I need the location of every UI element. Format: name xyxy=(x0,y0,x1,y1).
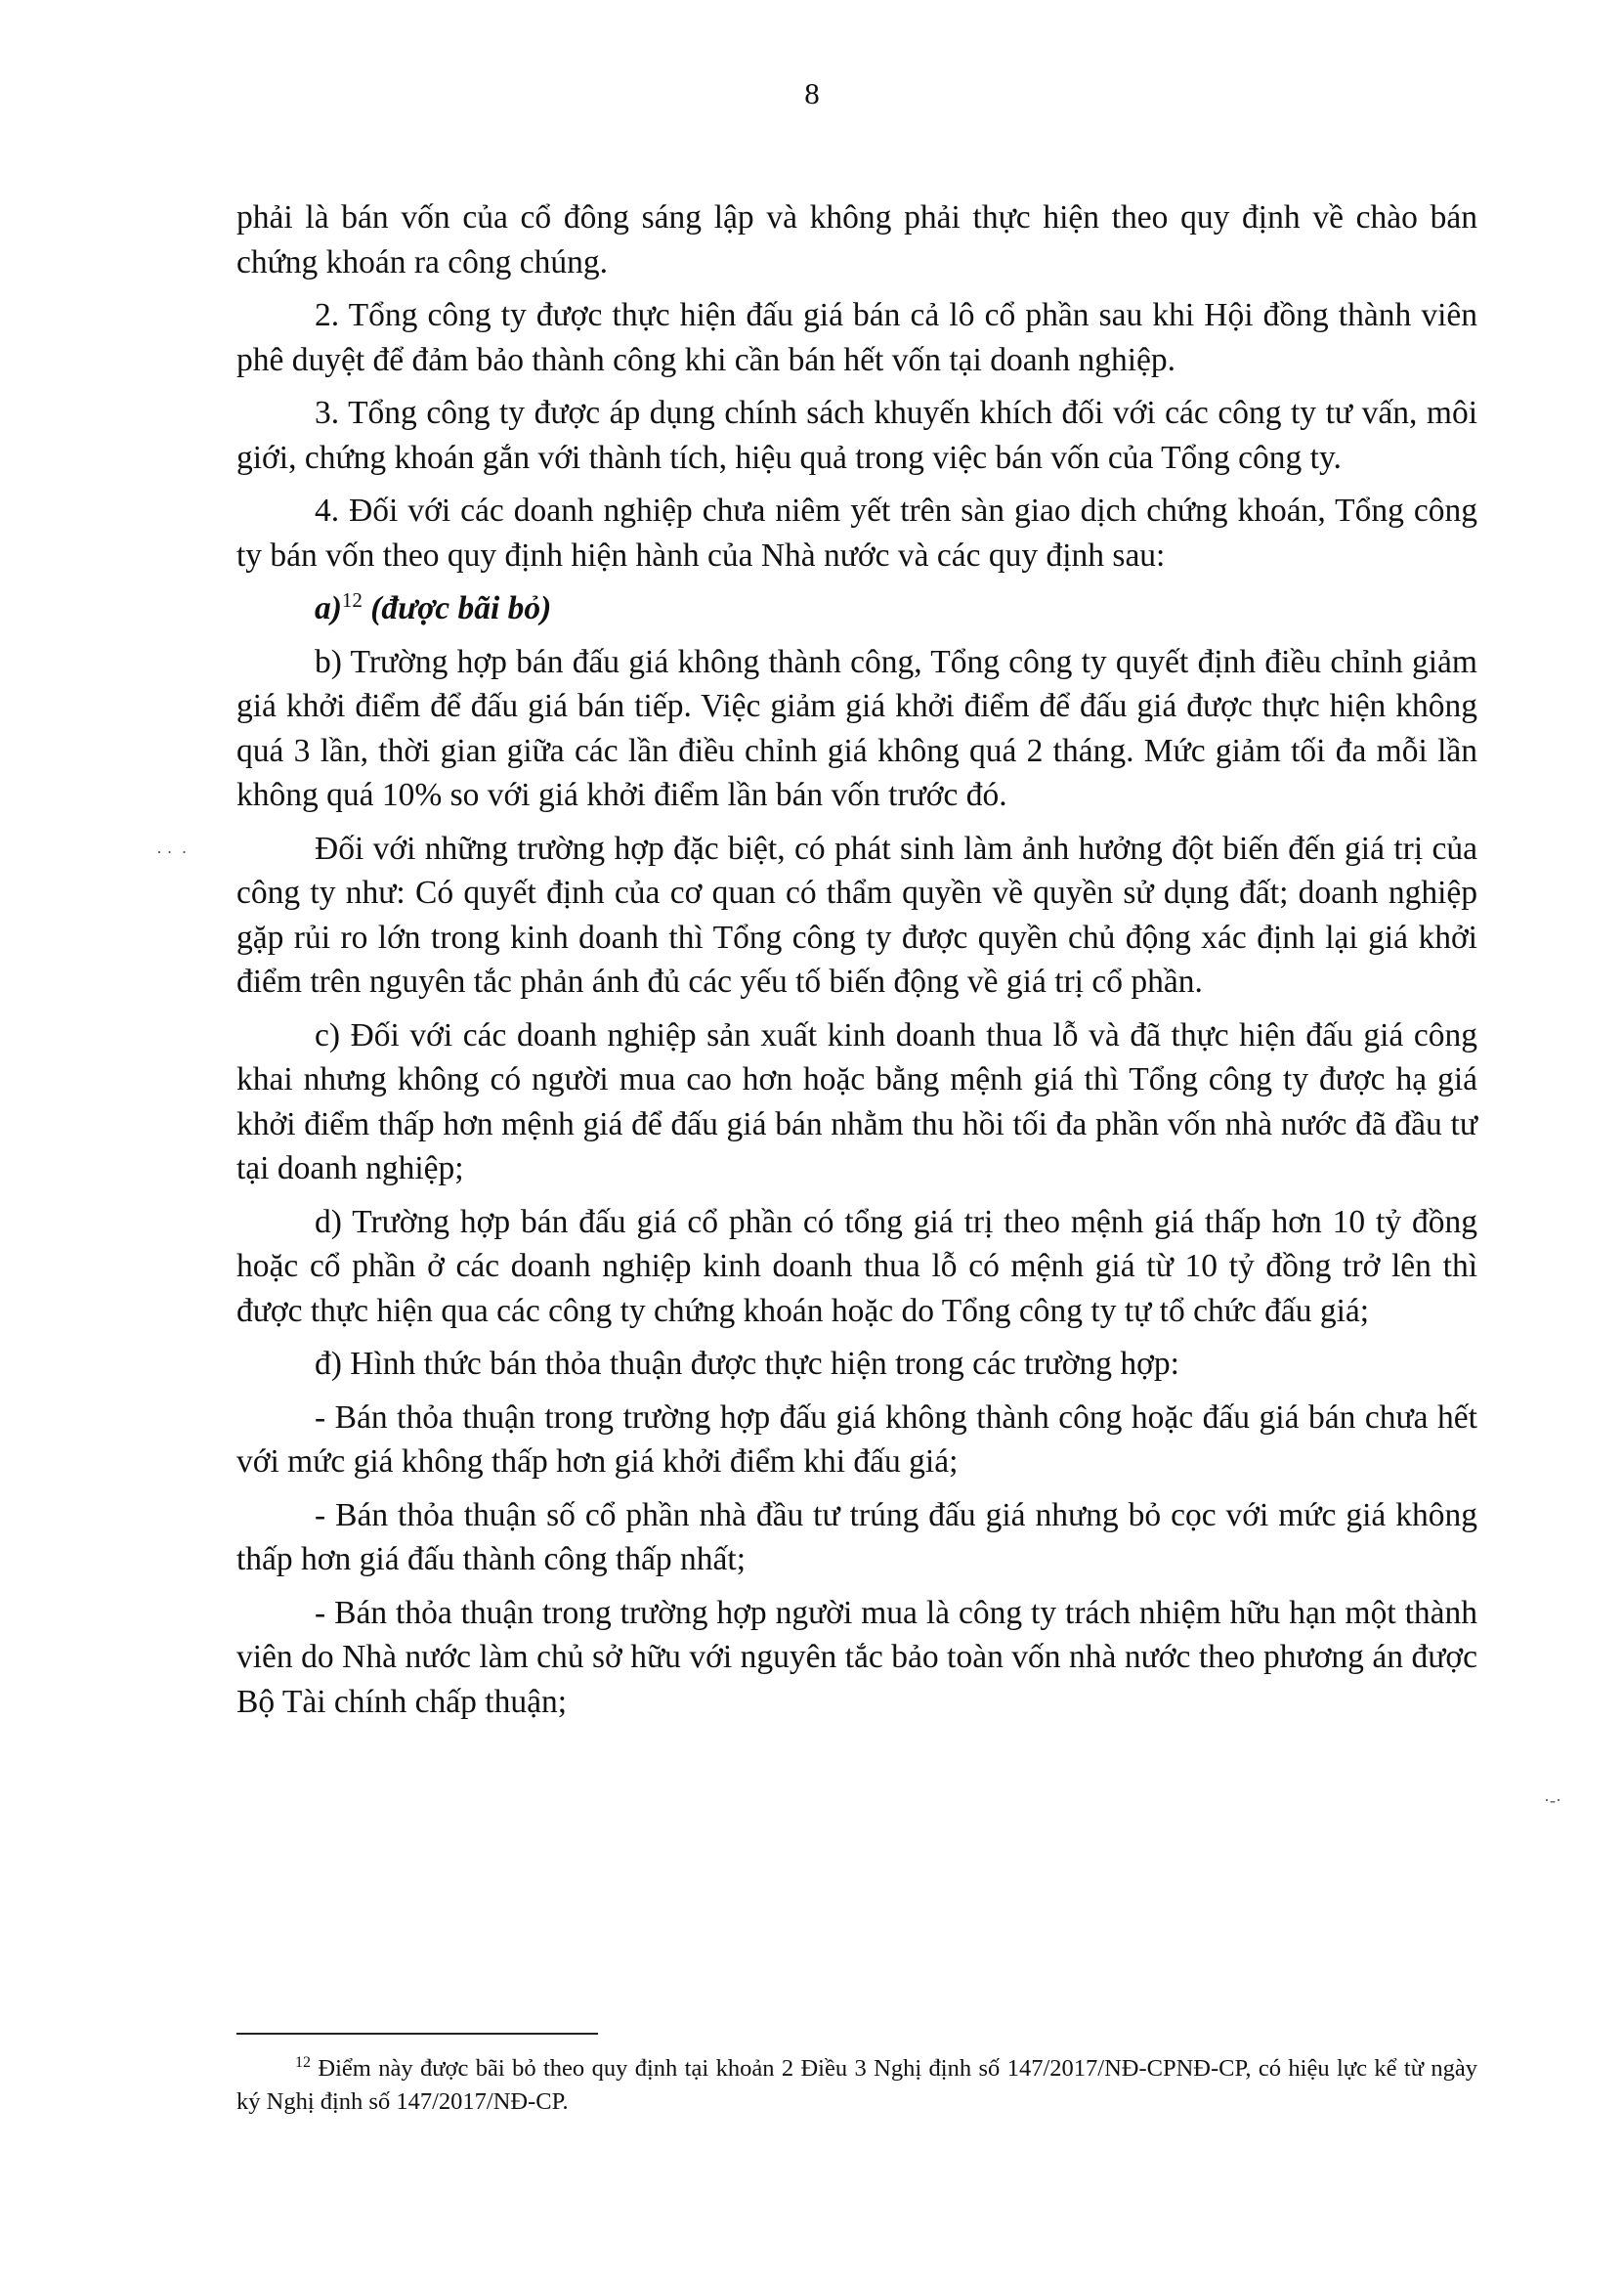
document-body xyxy=(236,195,1477,1733)
bullet-item-1: - Bán thỏa thuận trong trường hợp đấu giá không thành công hoặc đấu giá bán chưa hết với mức giá không thấp hơn giá khởi điểm khi đấu giá; xyxy=(236,1398,1477,1480)
footnote-text: Điểm này được bãi bỏ theo quy định tại khoản 2 Điều 3 Nghị định số 147/2017/NĐ-CPNĐ-CP, có hiệu lực kể từ ngày ký Nghị định số 147/2017/NĐ-CP. xyxy=(236,2055,1477,2115)
paragraph-item-2: 2. Tổng công ty được thực hiện đấu giá bán cả lô cổ phần sau khi Hội đồng thành viên phê duyệt để đảm bảo thành công khi cần bán hết vốn tại doanh nghiệp. xyxy=(236,297,1477,378)
paragraph-item-b: b) Trường hợp bán đấu giá không thành công, Tổng công ty quyết định điều chỉnh giảm giá khởi điểm để đấu giá bán tiếp. Việc giảm giá khởi điểm để đấu giá được thực hiện không quá 3 lần, thời gian giữa các lần điều chỉnh giá không quá 2 tháng. Mức giảm tối đa mỗi lần không quá 10% so với giá khởi điểm lần bán vốn trước đó. xyxy=(236,643,1477,813)
footnote-ref-12: 12 xyxy=(341,587,363,612)
paragraph-item-c: c) Đối với các doanh nghiệp sản xuất kinh doanh thua lỗ và đã thực hiện đấu giá công khai nhưng không có người mua cao hơn hoặc bằng mệnh giá thì Tổng công ty được hạ giá khởi điểm thấp hơn mệnh giá để đấu giá bán nhằm thu hồi tối đa phần vốn nhà nước đã đầu tư tại doanh nghiệp; xyxy=(236,1016,1477,1186)
footnote-12 xyxy=(236,2052,1477,2119)
paragraph-item-4: 4. Đối với các doanh nghiệp chưa niêm yết trên sàn giao dịch chứng khoán, Tổng công ty bán vốn theo quy định hiện hành của Nhà nước và các quy định sau: xyxy=(236,493,1477,574)
paragraph-item-d: d) Trường hợp bán đấu giá cổ phần có tổng giá trị theo mệnh giá thấp hơn 10 tỷ đồng hoặc cổ phần ở các doanh nghiệp kinh doanh thua lỗ có mệnh giá từ 10 tỷ đồng trở lên thì được thực hiện qua các công ty chứng khoán hoặc do Tổng công ty tự tổ chức đấu giá; xyxy=(236,1203,1477,1329)
footnote-separator xyxy=(236,2033,598,2035)
paragraph-item-a xyxy=(236,586,1477,631)
scan-speck: ·‐· xyxy=(1544,1790,1561,1810)
item-a-label: a) xyxy=(315,590,342,626)
paragraph-item-3: 3. Tổng công ty được áp dụng chính sách khuyến khích đối với các công ty tư vấn, môi giới, chứng khoán gắn với thành tích, hiệu quả trong việc bán vốn của Tổng công ty. xyxy=(236,395,1477,476)
paragraph-item-dd: đ) Hình thức bán thỏa thuận được thực hiện trong các trường hợp: xyxy=(315,1346,1179,1382)
bullet-item-2: - Bán thỏa thuận số cổ phần nhà đầu tư trúng đấu giá nhưng bỏ cọc với mức giá không thấp hơn giá đấu thành công thấp nhất; xyxy=(236,1496,1477,1577)
page-number: 8 xyxy=(804,76,820,110)
item-a-text: (được bãi bỏ) xyxy=(362,590,552,626)
paragraph-continuation: phải là bán vốn của cổ đông sáng lập và không phải thực hiện theo quy định về chào bán chứng khoán ra công chúng. xyxy=(236,199,1477,280)
paragraph-special-cases: Đối với những trường hợp đặc biệt, có phát sinh làm ảnh hưởng đột biến đến giá trị của công ty như: Có quyết định của cơ quan có thẩm quyền về quyền sử dụng đất; doanh nghiệp gặp rủi ro lớn trong kinh doanh thì Tổng công ty được quyền chủ động xác định lại giá khởi điểm trên nguyên tắc phản ánh đủ các yếu tố biến động về giá trị cổ phần. xyxy=(236,830,1477,1000)
bullet-item-3: - Bán thỏa thuận trong trường hợp người mua là công ty trách nhiệm hữu hạn một thành viên do Nhà nước làm chủ sở hữu với nguyên tắc bảo toàn vốn nhà nước theo phương án được Bộ Tài chính chấp thuận; xyxy=(236,1594,1477,1720)
scan-speck: · · · xyxy=(156,842,188,862)
footnote-number: 12 xyxy=(295,2053,311,2071)
